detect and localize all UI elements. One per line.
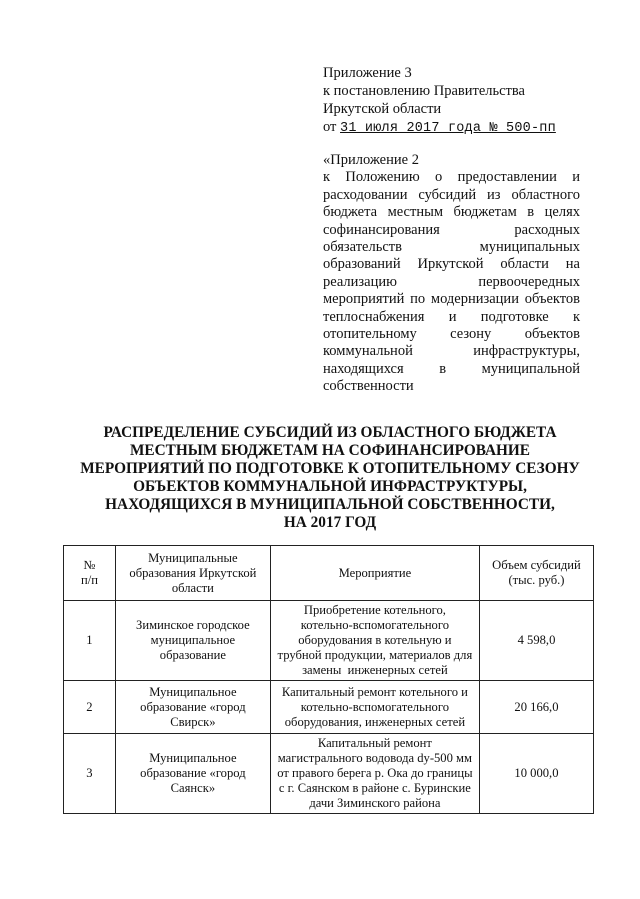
header-measure: Мероприятие xyxy=(270,546,479,601)
heading-line: МЕРОПРИЯТИЙ ПО ПОДГОТОВКЕ К ОТОПИТЕЛЬНОМУ СЕЗОНУ xyxy=(80,460,580,477)
header-municipality: Муниципальные образования Иркутской области xyxy=(115,546,270,601)
region-name: Иркутской области xyxy=(323,101,442,117)
row-municipality: Зиминское городское муниципальное образование xyxy=(115,601,270,681)
table-header-row xyxy=(64,546,594,601)
decree-reference: к постановлению Правительства xyxy=(323,83,525,99)
header-amount: Объем субсидий (тыс. руб.) xyxy=(479,546,593,601)
appendix-2-block xyxy=(323,152,580,396)
heading-line: НА 2017 ГОД xyxy=(283,514,377,531)
row-number: 3 xyxy=(64,734,116,814)
decree-date-number: 31 июля 2017 года № 500-пп xyxy=(340,121,556,136)
appendix-2-body: к Положению о предоставлении и расходовании субсидий из областного бюджета местным бюджетам в целях софинансирования расходных обязательств муниципальных образований Иркутской области на реализацию первоочередных мероприятий по модернизации объектов теплоснабжения и подготовке к отопительному сезону объектов коммунальной инфраструктуры, находящихся в муниципальной собственности xyxy=(323,169,580,395)
decree-prefix: от xyxy=(323,119,337,135)
row-amount: 20 166,0 xyxy=(479,681,593,734)
table-row xyxy=(64,681,594,734)
heading-line: ОБЪЕКТОВ КОММУНАЛЬНОЙ ИНФРАСТРУКТУРЫ, xyxy=(133,478,527,495)
row-number: 1 xyxy=(64,601,116,681)
header-number: № п/п xyxy=(64,546,116,601)
table-row xyxy=(64,734,594,814)
row-number: 2 xyxy=(64,681,116,734)
heading-line: НАХОДЯЩИХСЯ В МУНИЦИПАЛЬНОЙ СОБСТВЕННОСТИ, xyxy=(105,496,555,513)
heading-line: РАСПРЕДЕЛЕНИЕ СУБСИДИЙ ИЗ ОБЛАСТНОГО БЮДЖЕТА xyxy=(103,424,557,441)
row-measure: Капитальный ремонт магистрального водовода dy-500 мм от правого берега р. Ока до границы с г. Саянском в районе с. Буринские дачи Зиминского района xyxy=(270,734,479,814)
row-municipality: Муниципальное образование «город Свирск» xyxy=(115,681,270,734)
table-row xyxy=(64,601,594,681)
document-heading xyxy=(60,424,600,532)
row-municipality: Муниципальное образование «город Саянск» xyxy=(115,734,270,814)
row-amount: 10 000,0 xyxy=(479,734,593,814)
row-measure: Капитальный ремонт котельного и котельно-вспомогательного оборудования, инженерных сетей xyxy=(270,681,479,734)
appendix-2-title: «Приложение 2 xyxy=(323,152,419,168)
heading-line: МЕСТНЫМ БЮДЖЕТАМ НА СОФИНАНСИРОВАНИЕ xyxy=(129,442,531,459)
decree-date-line xyxy=(323,118,593,138)
appendix-3-title: Приложение 3 xyxy=(323,65,412,81)
row-amount: 4 598,0 xyxy=(479,601,593,681)
appendix-3-header xyxy=(323,64,593,138)
subsidy-table xyxy=(63,545,594,814)
row-measure: Приобретение котельного, котельно-вспомогательного оборудования в котельную и трубной продукции, материалов для замены инженерных сетей xyxy=(270,601,479,681)
